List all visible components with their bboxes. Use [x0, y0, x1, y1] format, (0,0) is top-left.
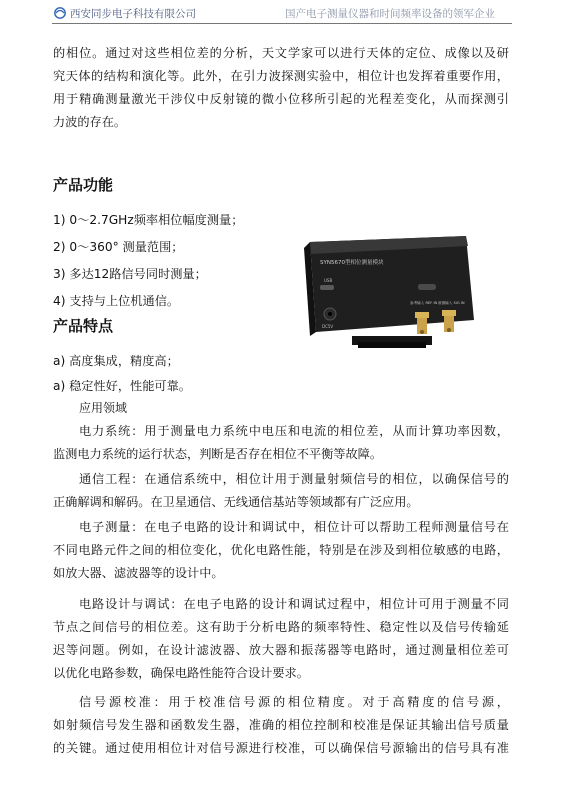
features-heading: 产品特点: [53, 317, 114, 335]
device-photo: [298, 232, 478, 352]
company-logo-icon: [54, 7, 66, 19]
intro-line: 力波的存在。: [53, 115, 127, 129]
intro-line: 究天体的结构和演化等。此外，在引力波探测实验中，相位计也发挥着重要作用，: [53, 69, 509, 83]
function-item: 3) 多达12路信号同时测量；: [53, 267, 207, 281]
functions-heading: 产品功能: [53, 176, 114, 194]
sma-connector-icon: [415, 312, 429, 334]
application-line: 如射频信号发生器和函数发生器，准确的相位控制和校准是保证其输出信号质量: [53, 718, 509, 732]
port1-label: 参考输入 REF IN: [410, 301, 438, 305]
device-dc-label: DC5V: [322, 324, 334, 329]
function-item: 2) 0～360° 测量范围；: [53, 240, 184, 254]
application-line: 节点之间信号的相位差。这有助于分析电路的频率特性、稳定性以及信号传输延: [53, 620, 509, 634]
intro-line: 的相位。通过对这些相位差的分析，天文学家可以进行天体的定位、成像以及研: [53, 46, 509, 60]
application-line: 电力系统：用于测量电力系统中电压和电流的相位差，从而计算功率因数，: [79, 424, 509, 438]
intro-line: 用于精确测量激光干涉仪中反射镜的微小位移所引起的光程差变化，从而探测引: [53, 92, 509, 106]
feature-item: a) 高度集成，精度高；: [53, 354, 179, 368]
application-line: 迟等问题。例如，在设计滤波器、放大器和振荡器等电路时，通过测量相位差可: [53, 643, 509, 657]
application-line: 监测电力系统的运行状态，判断是否存在相位不平衡等故障。: [53, 447, 383, 461]
feature-item: a) 稳定性好，性能可靠。: [53, 379, 191, 393]
company-slogan: 国产电子测量仪器和时间频率设备的领军企业: [285, 8, 495, 20]
company-name: 西安同步电子科技有限公司: [70, 8, 196, 20]
application-line: 如放大器、滤波器等的设计中。: [53, 566, 224, 580]
application-line: 正确解调和解码。在卫星通信、无线通信基站等领域都有广泛应用。: [53, 495, 419, 509]
application-line: 电路设计与调试：在电子电路的设计和调试过程中，相位计可用于测量不同: [79, 597, 509, 611]
usb-port-icon: [320, 285, 334, 290]
application-line: 信号源校准：用于校准信号源的相位精度。对于高精度的信号源，: [79, 695, 509, 709]
device-usb-label: USB: [324, 278, 333, 283]
sma-connector-icon: [442, 310, 456, 332]
application-line: 通信工程：在通信系统中，相位计用于测量射频信号的相位，以确保信号的: [79, 472, 509, 486]
page-header: [0, 0, 563, 26]
application-line: 电子测量：在电子电路的设计和调试中，相位计可以帮助工程师测量信号在: [79, 520, 509, 534]
port2-label: 被测输入 SIG IN: [438, 301, 465, 305]
application-line: 以优化电路参数，确保电路性能符合设计要求。: [53, 666, 309, 680]
usb-c-port-icon: [418, 284, 436, 290]
device-label: SYN5670型相位测量模块: [320, 260, 384, 266]
application-heading: 应用领域: [79, 401, 128, 415]
application-line: 不同电路元件之间的相位变化，优化电路性能，特别是在涉及到相位敏感的电路，: [53, 543, 509, 557]
function-item: 4) 支持与上位机通信。: [53, 294, 180, 308]
header-divider: [52, 23, 512, 24]
application-line: 的关键。通过使用相位计对信号源进行校准，可以确保信号源输出的信号具有准: [53, 741, 509, 755]
function-item: 1) 0～2.7GHz频率相位幅度测量；: [53, 213, 244, 227]
